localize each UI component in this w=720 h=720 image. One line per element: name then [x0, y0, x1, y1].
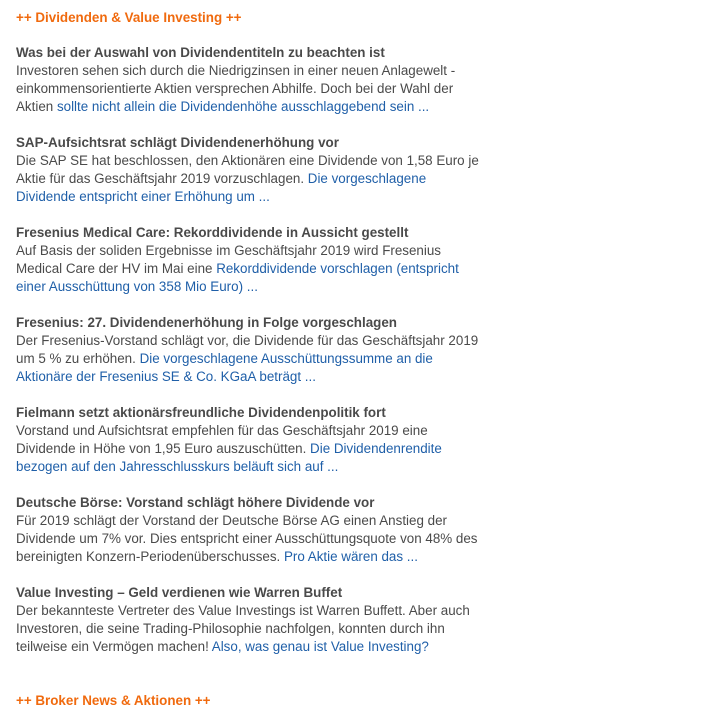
article-title: Value Investing – Geld verdienen wie Warren Buffet — [16, 585, 343, 600]
article-read-more-link[interactable]: Pro Aktie wären das ... — [283, 549, 418, 564]
article-title: Fielmann setzt aktionärsfreundliche Dividendenpolitik fort — [16, 405, 386, 420]
article-read-more-link[interactable]: Die Dividendenrendite bezogen auf den Jahresschlusskurs beläuft sich auf ... — [16, 441, 442, 474]
article-text: Vorstand und Aufsichtsrat empfehlen für das Geschäftsjahr 2019 eine Dividende in Höhe von 1,95 Euro auszuschütten. — [16, 423, 428, 456]
article-title: Deutsche Börse: Vorstand schlägt höhere Dividende vor — [16, 495, 375, 510]
article-text: Der bekannteste Vertreter des Value Investings ist Warren Buffett. Aber auch Investoren, die seine Trading-Philosophie nachfolgen, konnten durch ihn teilweise ein Vermögen machen! — [16, 603, 470, 654]
section-heading-dividends: ++ Dividenden & Value Investing ++ — [16, 10, 242, 25]
article-read-more-link[interactable]: Also, was genau ist Value Investing? — [211, 639, 429, 654]
article-item — [16, 584, 486, 656]
article-title: Fresenius Medical Care: Rekorddividende in Aussicht gestellt — [16, 225, 409, 240]
article-read-more-link[interactable]: Die vorgeschlagene Dividende entspricht einer Erhöhung um ... — [16, 171, 427, 204]
article-text: Der Fresenius-Vorstand schlägt vor, die Dividende für das Geschäftsjahr 2019 um 5 % zu erhöhen. — [16, 333, 479, 366]
article-body — [16, 602, 486, 656]
article-text: Für 2019 schlägt der Vorstand der Deutsche Börse AG einen Anstieg der Dividende um 7% vor. Dies entspricht einer Ausschüttungsquote von 48% des bereinigten Konzern-Periodenüberschusses. — [16, 513, 478, 564]
article-read-more-link[interactable]: Die vorgeschlagene Ausschüttungssumme an die Aktionäre der Fresenius SE & Co. KGaA beträgt ... — [16, 351, 433, 384]
article-body — [16, 152, 486, 206]
article-item — [16, 404, 486, 476]
article-body — [16, 512, 486, 566]
article-item — [16, 224, 486, 296]
article-item — [16, 134, 486, 206]
article-title: Was bei der Auswahl von Dividendentiteln zu beachten ist — [16, 45, 385, 60]
article-body — [16, 62, 486, 116]
article-item — [16, 44, 486, 116]
article-title: Fresenius: 27. Dividendenerhöhung in Folge vorgeschlagen — [16, 315, 397, 330]
article-read-more-link[interactable]: Rekorddividende vorschlagen (entspricht einer Ausschüttung von 358 Mio Euro) ... — [16, 261, 459, 294]
article-text: Investoren sehen sich durch die Niedrigzinsen in einer neuen Anlagewelt - einkommensorientierte Aktien versprechen Abhilfe. Doch bei der Wahl der Aktien — [16, 63, 456, 114]
article-text: Auf Basis der soliden Ergebnisse im Geschäftsjahr 2019 wird Fresenius Medical Care der HV im Mai eine — [16, 243, 441, 276]
article-body — [16, 422, 486, 476]
article-item — [16, 494, 486, 566]
article-body — [16, 242, 486, 296]
article-item — [16, 314, 486, 386]
article-text: Die SAP SE hat beschlossen, den Aktionären eine Dividende von 1,58 Euro je Aktie für das Geschäftsjahr 2019 vorzuschlagen. — [16, 153, 479, 186]
article-body — [16, 332, 486, 386]
article-read-more-link[interactable]: sollte nicht allein die Dividendenhöhe ausschlaggebend sein ... — [56, 99, 430, 114]
article-title: SAP-Aufsichtsrat schlägt Dividendenerhöhung vor — [16, 135, 339, 150]
section-heading-broker-news: ++ Broker News & Aktionen ++ — [16, 693, 211, 708]
